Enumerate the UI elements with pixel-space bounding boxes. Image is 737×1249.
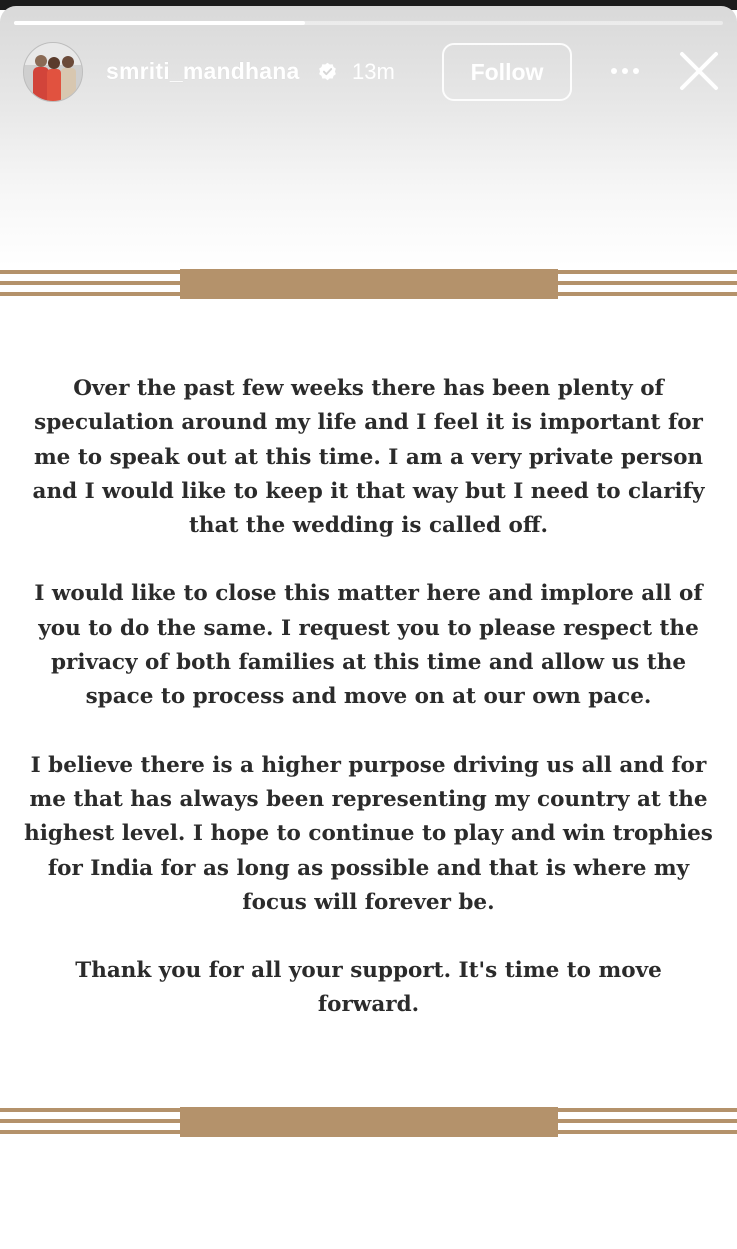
post-time: 13m bbox=[352, 59, 395, 84]
statement-paragraph-3: I believe there is a higher purpose driving us all and for me that has always been representing my country at the highest level. I hope to continue to play and win trophies for India for as long as possible and that is where my focus will forever be. bbox=[24, 752, 713, 915]
statement-paragraph-4: Thank you for all your support. It's time to move forward. bbox=[75, 958, 662, 1018]
top-gold-divider bbox=[0, 269, 737, 299]
statement-text bbox=[0, 372, 737, 1023]
statement-paragraph-2: I would like to close this matter here and implore all of you to do the same. I request you to please respect the privacy of both families at this time and allow us the space to process and move on at our own pace. bbox=[34, 581, 703, 710]
verified-badge-icon bbox=[318, 62, 337, 81]
story-progress-fill bbox=[14, 21, 305, 25]
username-link[interactable]: smriti_mandhana bbox=[106, 58, 300, 84]
statement-paragraph-1: Over the past few weeks there has been plenty of speculation around my life and I feel it is important for me to speak out at this time. I am a very private person and I would like to keep it that way but I need to clarify that the wedding is called off. bbox=[32, 376, 705, 539]
avatar[interactable] bbox=[23, 42, 83, 102]
follow-button[interactable]: Follow bbox=[442, 43, 572, 101]
story-progress-track bbox=[14, 21, 723, 25]
bottom-gold-divider bbox=[0, 1107, 737, 1137]
close-icon[interactable] bbox=[678, 50, 720, 92]
header-overlay bbox=[0, 6, 737, 266]
avatar-photo bbox=[24, 43, 83, 102]
more-options-icon[interactable] bbox=[603, 56, 647, 86]
